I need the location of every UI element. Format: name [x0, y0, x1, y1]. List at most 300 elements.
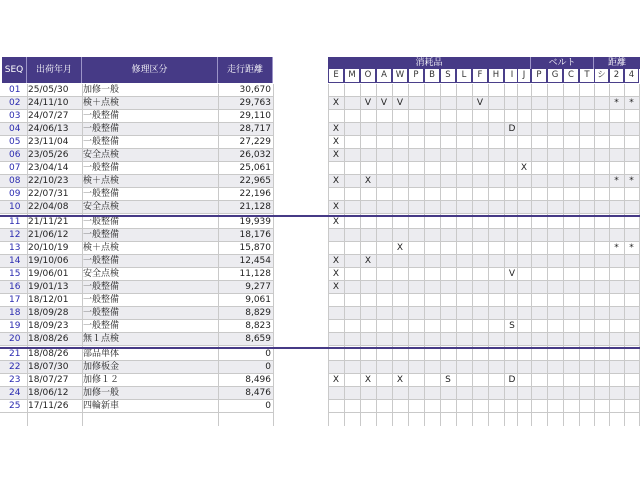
- table-row[interactable]: [0, 123, 640, 136]
- row-mark-0: X: [332, 256, 340, 266]
- row-mark-16: [579, 387, 595, 399]
- sub-header-0[interactable]: E: [328, 69, 344, 83]
- row-mark-13: [531, 216, 547, 228]
- row-mark-15: [563, 97, 579, 109]
- row-mark-7: [440, 268, 456, 280]
- row-mark-17: [594, 136, 609, 148]
- header-repair-type[interactable]: [82, 57, 218, 83]
- row-mark-1: [344, 361, 360, 373]
- row-mark-16: [579, 229, 595, 241]
- row-mark-12: [517, 307, 531, 319]
- row-mark-2: X: [364, 256, 372, 266]
- row-mark-16: [579, 188, 595, 200]
- row-mark-15: [563, 294, 579, 306]
- row-mark-4: [392, 255, 408, 267]
- row-mark-14: [547, 400, 563, 412]
- row-mark-9: [472, 188, 488, 200]
- row-mark-16: [579, 361, 595, 373]
- row-repair-type: 四輪新車: [83, 401, 120, 411]
- row-ship-date: 23/05/26: [28, 150, 69, 160]
- row-seq: 23: [9, 375, 21, 385]
- row-mark-7: [440, 333, 456, 345]
- row-mark-12: [517, 216, 531, 228]
- row-mileage: 30,670: [239, 85, 271, 95]
- row-ship-date: 21/11/21: [28, 217, 69, 227]
- row-mark-17: [594, 333, 609, 345]
- row-mark-5: [408, 175, 424, 187]
- row-mark-10: [488, 333, 504, 345]
- row-mark-0: [328, 307, 344, 319]
- row-mark-1: [344, 400, 360, 412]
- row-mark-3: [376, 216, 392, 228]
- row-mark-10: [488, 294, 504, 306]
- row-seq: 20: [9, 334, 21, 344]
- row-mark-0: [328, 333, 344, 345]
- row-mark-17: [594, 201, 609, 213]
- row-mark-18: [609, 400, 624, 412]
- table-row[interactable]: [0, 149, 640, 162]
- row-mark-5: [408, 149, 424, 161]
- row-mark-5: [408, 216, 424, 228]
- row-repair-type: 一般整備: [83, 295, 120, 305]
- row-mark-17: [594, 242, 609, 254]
- sub-header-11[interactable]: I: [504, 69, 520, 83]
- row-repair-type: 安全点検: [83, 150, 120, 160]
- row-mark-2: [360, 242, 376, 254]
- row-mark-8: [456, 400, 472, 412]
- row-mark-15: [563, 110, 579, 122]
- table-row[interactable]: [0, 97, 640, 110]
- sub-header-9[interactable]: F: [472, 69, 488, 83]
- row-mark-9: [472, 387, 488, 399]
- row-seq: 17: [9, 295, 21, 305]
- sub-header-10[interactable]: H: [488, 69, 504, 83]
- row-mark-7: [440, 123, 456, 135]
- table-row[interactable]: [0, 188, 640, 201]
- grid-v-line: [579, 84, 580, 426]
- sub-header-4[interactable]: W: [392, 69, 408, 83]
- header-distance[interactable]: [594, 57, 640, 69]
- sub-header-13[interactable]: P: [531, 69, 547, 83]
- row-mark-19: [624, 188, 639, 200]
- row-mark-2: [360, 84, 376, 96]
- grid-v-line: [440, 84, 441, 426]
- row-mark-17: [594, 188, 609, 200]
- row-mark-5: [408, 307, 424, 319]
- row-mark-9: [472, 361, 488, 373]
- row-mileage: 26,032: [239, 150, 271, 160]
- row-mark-9: [472, 333, 488, 345]
- row-mark-0: [328, 110, 344, 122]
- table-row[interactable]: [0, 307, 640, 320]
- row-mark-5: [408, 255, 424, 267]
- header-belt[interactable]: [531, 57, 594, 69]
- sub-header-14[interactable]: G: [547, 69, 563, 83]
- row-repair-type: 安全点検: [83, 202, 120, 212]
- row-ship-date: 18/07/27: [28, 375, 69, 385]
- row-mark-18: [609, 361, 624, 373]
- row-ship-date: 25/05/30: [28, 85, 69, 95]
- row-mark-7: [440, 201, 456, 213]
- row-mark-13: [531, 307, 547, 319]
- row-mark-7: [440, 149, 456, 161]
- row-mark-2: X: [364, 176, 372, 186]
- row-mark-5: [408, 188, 424, 200]
- row-mark-3: [376, 268, 392, 280]
- row-mark-1: [344, 162, 360, 174]
- row-mark-6: [424, 361, 440, 373]
- row-mark-0: X: [332, 124, 340, 134]
- row-mark-8: [456, 307, 472, 319]
- row-mark-13: [531, 255, 547, 267]
- row-mark-0: [328, 229, 344, 241]
- row-mark-1: [344, 307, 360, 319]
- row-mark-7: [440, 294, 456, 306]
- row-mark-13: [531, 201, 547, 213]
- table-row[interactable]: [0, 110, 640, 123]
- row-mark-18: [609, 229, 624, 241]
- sub-header-7[interactable]: S: [440, 69, 456, 83]
- row-ship-date: 18/09/28: [28, 308, 69, 318]
- row-mark-14: [547, 320, 563, 332]
- header-consumables[interactable]: [328, 57, 531, 69]
- row-seq: 04: [9, 124, 21, 134]
- grid-v-line: [424, 84, 425, 426]
- row-mark-2: [360, 307, 376, 319]
- row-mark-10: [488, 281, 504, 293]
- table-row[interactable]: [0, 281, 640, 294]
- row-repair-type: 検＋点検: [83, 243, 120, 253]
- table-row[interactable]: [0, 84, 640, 97]
- row-repair-type: 一般整備: [83, 217, 120, 227]
- row-seq: 02: [9, 98, 21, 108]
- row-mark-13: [531, 294, 547, 306]
- grid-v-line: [488, 84, 489, 426]
- row-mark-19: *: [629, 243, 634, 253]
- row-mark-14: [547, 84, 563, 96]
- row-mark-17: [594, 84, 609, 96]
- table-row[interactable]: [0, 136, 640, 149]
- row-mark-19: [624, 281, 639, 293]
- row-mark-16: [579, 268, 595, 280]
- sub-header-5[interactable]: P: [408, 69, 424, 83]
- row-mark-0: [328, 242, 344, 254]
- grid-v-line: [408, 84, 409, 426]
- row-mark-15: [563, 387, 579, 399]
- row-mark-1: [344, 281, 360, 293]
- row-mark-19: [624, 162, 639, 174]
- row-mileage: 8,823: [245, 321, 271, 331]
- row-mark-6: [424, 281, 440, 293]
- table-gap: [274, 307, 328, 320]
- table-row[interactable]: [0, 348, 640, 361]
- row-mileage: 0: [265, 401, 271, 411]
- row-mark-6: [424, 242, 440, 254]
- table-gap: [274, 149, 328, 162]
- row-mark-2: [360, 387, 376, 399]
- row-mark-3: [376, 242, 392, 254]
- row-mark-9: [472, 242, 488, 254]
- sub-header-15[interactable]: C: [563, 69, 579, 83]
- table-row[interactable]: [0, 387, 640, 400]
- row-repair-type: 一般整備: [83, 230, 120, 240]
- row-mark-19: [624, 307, 639, 319]
- table-gap: [274, 320, 328, 333]
- row-repair-type: 加修一般: [83, 85, 120, 95]
- row-mark-4: [392, 84, 408, 96]
- row-mark-3: [376, 84, 392, 96]
- grid-v-line: [392, 84, 393, 426]
- row-mark-4: [392, 320, 408, 332]
- row-mark-0: [328, 387, 344, 399]
- row-mark-15: [563, 149, 579, 161]
- row-mark-4: [392, 175, 408, 187]
- row-mark-16: [579, 216, 595, 228]
- row-mark-1: [344, 333, 360, 345]
- row-mark-15: [563, 333, 579, 345]
- row-mark-18: [609, 123, 624, 135]
- row-mark-13: [531, 97, 547, 109]
- row-mark-10: [488, 400, 504, 412]
- row-mark-13: [531, 374, 547, 386]
- header-distance-label: 距離: [607, 58, 626, 68]
- table-row[interactable]: [0, 255, 640, 268]
- row-ship-date: 19/10/06: [28, 256, 69, 266]
- row-ship-date: 18/07/30: [28, 362, 69, 372]
- header-ship-date[interactable]: [27, 57, 82, 83]
- grid-v-line: [82, 84, 83, 426]
- row-mark-3: [376, 387, 392, 399]
- row-mark-2: [360, 348, 376, 360]
- row-mark-1: [344, 136, 360, 148]
- row-mark-5: [408, 84, 424, 96]
- header-seq[interactable]: [2, 57, 27, 83]
- row-seq: 19: [9, 321, 21, 331]
- row-repair-type: 加修板金: [83, 362, 120, 372]
- row-mark-15: [563, 374, 579, 386]
- row-mark-13: [531, 361, 547, 373]
- row-mark-7: [440, 242, 456, 254]
- row-mark-9: [472, 110, 488, 122]
- row-mark-9: [472, 123, 488, 135]
- row-mark-15: [563, 201, 579, 213]
- table-gap: [274, 97, 328, 110]
- row-mark-14: [547, 229, 563, 241]
- row-mark-1: [344, 201, 360, 213]
- row-mark-8: [456, 374, 472, 386]
- row-mark-16: [579, 242, 595, 254]
- row-mark-0: [328, 400, 344, 412]
- row-mark-17: [594, 216, 609, 228]
- row-mark-9: V: [476, 98, 484, 108]
- row-mark-2: [360, 400, 376, 412]
- row-mark-6: [424, 149, 440, 161]
- row-mark-10: [488, 242, 504, 254]
- row-mark-6: [424, 374, 440, 386]
- row-mark-6: [424, 216, 440, 228]
- sub-header-6[interactable]: B: [424, 69, 440, 83]
- row-mark-4: [392, 201, 408, 213]
- table-row[interactable]: [0, 162, 640, 175]
- sub-header-8[interactable]: L: [456, 69, 472, 83]
- row-mark-12: [517, 348, 531, 360]
- row-mark-3: [376, 374, 392, 386]
- row-mark-2: [360, 162, 376, 174]
- row-mark-7: [440, 255, 456, 267]
- sub-header-16[interactable]: T: [579, 69, 595, 83]
- row-mark-16: [579, 162, 595, 174]
- table-row[interactable]: [0, 374, 640, 387]
- row-mark-13: [531, 162, 547, 174]
- sub-header-18[interactable]: 2: [609, 69, 624, 83]
- table-row[interactable]: [0, 229, 640, 242]
- row-mark-4: [392, 361, 408, 373]
- row-mark-12: [517, 84, 531, 96]
- row-mark-9: [472, 175, 488, 187]
- row-repair-type: 一般整備: [83, 282, 120, 292]
- row-mark-2: X: [364, 375, 372, 385]
- row-mark-17: [594, 268, 609, 280]
- row-ship-date: 18/06/12: [28, 388, 69, 398]
- row-mark-5: [408, 361, 424, 373]
- row-mark-2: [360, 149, 376, 161]
- sub-header-17[interactable]: シ: [594, 69, 609, 83]
- grid-v-line: [328, 84, 329, 426]
- row-mark-14: [547, 387, 563, 399]
- row-seq: 05: [9, 137, 21, 147]
- table-gap: [274, 400, 328, 413]
- grid-v-line: [218, 84, 219, 426]
- row-mark-19: [624, 374, 639, 386]
- sub-header-2[interactable]: O: [360, 69, 376, 83]
- table-row[interactable]: [0, 268, 640, 281]
- row-mark-19: [624, 361, 639, 373]
- row-repair-type: 無１点検: [83, 334, 120, 344]
- row-mark-18: *: [614, 243, 619, 253]
- table-gap: [274, 333, 328, 346]
- row-mark-1: [344, 149, 360, 161]
- grid-v-line: [27, 84, 28, 426]
- row-mark-9: [472, 320, 488, 332]
- row-mark-2: V: [364, 98, 372, 108]
- table-row[interactable]: [0, 294, 640, 307]
- row-mark-14: [547, 201, 563, 213]
- row-mark-18: [609, 136, 624, 148]
- row-mark-5: [408, 136, 424, 148]
- row-mark-6: [424, 201, 440, 213]
- row-mark-2: [360, 320, 376, 332]
- table-row[interactable]: [0, 400, 640, 413]
- row-mark-18: *: [614, 176, 619, 186]
- row-ship-date: 18/08/26: [28, 349, 69, 359]
- row-mark-3: [376, 361, 392, 373]
- row-mark-15: [563, 216, 579, 228]
- row-mark-12: [517, 281, 531, 293]
- table-gap: [274, 229, 328, 242]
- row-mark-10: [488, 361, 504, 373]
- row-mark-14: [547, 242, 563, 254]
- row-mark-17: [594, 307, 609, 319]
- table-row[interactable]: [0, 361, 640, 374]
- row-mark-4: [392, 149, 408, 161]
- row-seq: 16: [9, 282, 21, 292]
- row-mileage: 11,128: [239, 269, 271, 279]
- table-row[interactable]: [0, 201, 640, 214]
- row-mark-8: [456, 320, 472, 332]
- row-mark-6: [424, 348, 440, 360]
- row-mark-19: [624, 320, 639, 332]
- row-mark-5: [408, 400, 424, 412]
- row-mark-1: [344, 387, 360, 399]
- row-mark-12: [517, 361, 531, 373]
- row-mark-14: [547, 268, 563, 280]
- row-mark-15: [563, 268, 579, 280]
- sub-header-12[interactable]: J: [517, 69, 531, 83]
- row-mark-15: [563, 229, 579, 241]
- row-repair-type: 一般整備: [83, 163, 120, 173]
- table-row[interactable]: [0, 333, 640, 346]
- grid-v-line: [517, 84, 518, 426]
- row-mark-2: [360, 136, 376, 148]
- row-mark-1: [344, 188, 360, 200]
- row-mark-16: [579, 307, 595, 319]
- table-gap: [274, 387, 328, 400]
- table-row[interactable]: [0, 216, 640, 229]
- sub-header-1[interactable]: M: [344, 69, 360, 83]
- row-mark-18: [609, 216, 624, 228]
- row-mark-15: [563, 162, 579, 174]
- row-mark-4: [392, 110, 408, 122]
- row-mark-0: [328, 84, 344, 96]
- row-mark-8: [456, 242, 472, 254]
- row-ship-date: 18/09/23: [28, 321, 69, 331]
- row-mark-1: [344, 255, 360, 267]
- row-mark-13: [531, 123, 547, 135]
- row-mark-14: [547, 348, 563, 360]
- row-seq: 07: [9, 163, 21, 173]
- row-mark-4: X: [396, 243, 404, 253]
- table-row[interactable]: [0, 175, 640, 188]
- row-mark-12: [517, 374, 531, 386]
- row-mark-12: [517, 268, 531, 280]
- row-mark-16: [579, 348, 595, 360]
- sub-header-19[interactable]: 4: [624, 69, 639, 83]
- row-repair-type: 安全点検: [83, 269, 120, 279]
- row-mark-1: [344, 229, 360, 241]
- row-mark-12: [517, 255, 531, 267]
- sub-header-3[interactable]: A: [376, 69, 392, 83]
- row-mark-3: [376, 136, 392, 148]
- row-mark-11: V: [508, 269, 516, 279]
- row-mark-12: [517, 229, 531, 241]
- row-mark-5: [408, 123, 424, 135]
- table-row[interactable]: [0, 242, 640, 255]
- header-mileage[interactable]: [218, 57, 273, 83]
- table-gap: [274, 361, 328, 374]
- row-mark-15: [563, 307, 579, 319]
- row-mark-16: [579, 110, 595, 122]
- group-separator: [0, 215, 640, 217]
- row-mark-8: [456, 387, 472, 399]
- row-mark-9: [472, 400, 488, 412]
- row-seq: 24: [9, 388, 21, 398]
- row-mark-16: [579, 201, 595, 213]
- row-mark-5: [408, 348, 424, 360]
- table-row[interactable]: [0, 320, 640, 333]
- row-mileage: 8,496: [245, 375, 271, 385]
- row-mark-16: [579, 97, 595, 109]
- row-mark-7: [440, 307, 456, 319]
